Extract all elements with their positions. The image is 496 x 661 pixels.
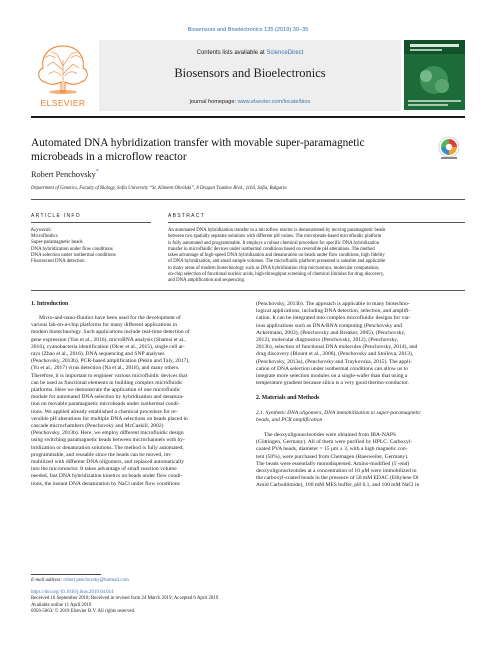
intro-line: bridization or denaturation solutions. The method is fully automated, — [31, 444, 184, 451]
intro-line: Therefore, it is important to engineer various microfluidic devices that — [31, 372, 188, 379]
crossmark-icon[interactable] — [438, 136, 460, 160]
publication-info — [31, 590, 331, 615]
abstract-end-rule — [31, 290, 465, 291]
article-info-rule — [31, 222, 151, 223]
keyword-item: Super-paramagnetic beads — [31, 240, 83, 246]
introduction-continued — [256, 301, 465, 387]
methods-line: tent (50%), were purchased from Chemagen (Baesweiler, Germany). — [256, 453, 409, 460]
corresponding-author-mark[interactable]: * — [95, 169, 99, 175]
author-affiliation: Department of Genetics, Faculty of Biology, Sofia University “St. Kliment Ohridski”, 8 Dragan Tzankov Blvd., 1164, Sofia, Bulgaria — [31, 186, 287, 191]
intro-line: cascade microchambers (Penchovsky and McCaskill, 2002) — [31, 423, 164, 430]
email-label: E-mail address: — [31, 578, 64, 583]
intro-line: can be used as functional elements in building complex microfluidic — [31, 379, 183, 386]
intro-line: (Penchovsky, 2013b), PCR-based amplification (Pekin and Taly, 2017), — [31, 358, 190, 365]
intro-line: (Yu et al., 2017) virus detection (Na et al., 2018), and many others. — [31, 365, 180, 372]
received-dates: Received 16 September 2018; Received in revised form 24 March 2019; Accepted 6 April 2019 — [31, 596, 219, 602]
email-footnote — [31, 578, 129, 583]
intro-line: into the microreactor. It takes advantage of small reaction volume — [31, 466, 177, 473]
author-name — [31, 169, 99, 179]
intro-cont-line: temperature gradient because silica is a very good thermo-conductor. — [256, 380, 409, 387]
intro-line: versible pH alterations for multiple DNA selections on beads placed in — [31, 415, 188, 422]
methods-line: The deoxyoligonucleotides were obtained from IBA-NAPS — [264, 432, 397, 438]
keywords-block — [31, 228, 141, 265]
intro-cont-line: logical applications, including DNA detection, selection, and amplifi- — [256, 308, 411, 315]
abstract-line: transfer in microfluidic devices under isothermal conditions based on reversible pH alterations. The method — [168, 246, 375, 252]
available-online: Available online 11 April 2019 — [31, 602, 92, 608]
email-link[interactable]: robert.penchovsky@hotmail.com — [63, 578, 129, 583]
intro-line: (Penchovsky, 2013b). Here, we employ different microfluidic design — [31, 430, 184, 437]
introduction-heading: 1. Introduction — [31, 301, 69, 307]
methods-line: deoxyoligonucleotides at a concentration of 10 μM were immobilized to — [256, 468, 417, 475]
subsection-heading-line: 2.1. Synthetic DNA oligomers, DNA immobilization to super-paramagnetic — [256, 410, 421, 416]
intro-line: gene expression (Yan et al., 2016), microRNA analysis (Shamsi et al., — [31, 336, 186, 343]
copyright-line: 0956-5663/ © 2019 Elsevier B.V. All rights reserved. — [31, 608, 136, 614]
intro-cont-line: drug discovery (Blount et al., 2006), (Penchovsky and Stoilova, 2013), — [256, 351, 414, 358]
homepage-link[interactable]: www.elsevier.com/locate/bios — [237, 99, 311, 105]
keywords-label: Keywords: — [31, 228, 53, 233]
abstract-heading: ABSTRACT — [168, 213, 206, 219]
contents-prefix: Contents lists available at — [196, 50, 267, 56]
methods-heading: 2. Materials and Methods — [256, 395, 320, 401]
intro-line: module for automated DNA selection by hybridization and denatura- — [31, 394, 184, 401]
keyword-item: Microfluidics — [31, 234, 58, 240]
abstract-line: An automated DNA hybridization transfer in a microflow reactor is demonstrated by moving paramagnetic beads — [168, 228, 386, 233]
sciencedirect-link[interactable]: ScienceDirect — [266, 50, 304, 56]
abstract-line: takes advantage of high-speed DNA hybridization and denaturation on beads under flow conditions, high fidelity — [168, 253, 385, 258]
elsevier-tree-logo — [31, 40, 95, 106]
methods-body — [256, 432, 465, 490]
footnote-rule — [31, 574, 101, 575]
abstract-line: between two spatially separate solutions with different pH values. The microbeads-based microfluidic platform — [168, 234, 382, 240]
intro-line: modern biotechnology. Such applications include real-time detection of — [31, 329, 190, 336]
affiliation-rule — [31, 199, 465, 200]
abstract-line: of DNA hybridization, and small sample volumes. The microfluidic platform presented is saleable and applicable — [168, 259, 386, 265]
intro-line: needed, fast DNA hybridization kinetics on beads under flow condi- — [31, 473, 183, 480]
intro-cont-line: cation of DNA selection under isothermal conditions can allow us to — [256, 365, 408, 372]
methods-line: coated PVA beads, diameter = 15 μm ± 3, with a high magnetic con- — [256, 446, 408, 453]
intro-cont-line: 2012), molecular diagnostics (Penchovsky, 2012), (Penchovsky, — [256, 337, 399, 344]
header-rule — [31, 116, 465, 118]
intro-line: Micro-and-nano-fluidics have been used for the development of — [39, 315, 181, 321]
subsection-2-1-heading — [256, 410, 465, 424]
intro-line: tions, the instant DNA denaturation by NaCl under flow conditions — [31, 480, 180, 487]
intro-line: platforms. Here we demonstrate the application of one microfluidic — [31, 387, 181, 394]
intro-cont-line: 2013b), selection of functional DNA molecules (Penchovsky, 2014), and — [256, 344, 418, 351]
intro-line: mobilized with different DNA oligomers, and replaced automatically — [31, 459, 185, 466]
journal-cover-image[interactable] — [404, 40, 465, 110]
methods-line: Amid Carbodiimide), 100 mM MES buffer, pH 6.1, and 100 mM NaCl in — [256, 482, 420, 489]
methods-line: The beads were essentially monodispersed. Amino-modified (5′-end) — [256, 460, 410, 467]
intro-cont-line: (Penchovsky, 2013a), (Penchovsky and Traykovska, 2015). The appli- — [256, 358, 412, 365]
intro-line: 2016), cyanobacteria identification (Olcer et al., 2015), single cell ar- — [31, 343, 185, 350]
intro-line: using switching paramagnetic beads between microchannels with hy- — [31, 437, 185, 444]
intro-line: programmable, and reusable since the beads can be moved, im- — [31, 451, 172, 458]
article-title-line-1: Automated DNA hybridization transfer with movable super-paramagnetic — [31, 137, 365, 149]
intro-line: various lab-on-a-chip platforms for many different applications in — [31, 322, 178, 329]
intro-cont-line: Ackermann, 2003), (Penchovsky and Breaker, 2005), (Penchovsky, — [256, 329, 406, 336]
keyword-item: Fluorescent DNA detection — [31, 259, 85, 265]
abstract-line: is fully automated and programmable. It employs a robust chemical procedure for specific DNA hybridization — [168, 240, 380, 246]
elsevier-wordmark: ELSEVIER — [40, 98, 86, 108]
abstract-line: to many areas of modern biotechnology such as DNA hybridization chip microarrays, molecular computation, — [168, 265, 380, 271]
contents-available-line — [99, 50, 401, 56]
intro-cont-line: cation. It can be integrated into complex microfluidic designs for var- — [256, 315, 411, 322]
intro-line: tion on movable paramagnetic microbeads under isothermal condi- — [31, 401, 180, 408]
methods-line: (Göttingen, Germany). All of them were purified by HPLC. Carboxyl- — [256, 439, 413, 446]
homepage-prefix: journal homepage: — [189, 99, 238, 105]
journal-homepage-line — [99, 99, 401, 105]
intro-line: tions. We applied already established a chemical procedure for re- — [31, 408, 178, 415]
doi-link[interactable]: https://doi.org/10.1016/j.bios.2019.04.014 — [31, 590, 114, 595]
methods-line: the carboxyl-coated beads in the presence of 50 mM EDAC (Ethylene Di — [256, 475, 419, 482]
subsection-heading-line: beads, and PCR amplification — [256, 417, 323, 423]
journal-title: Biosensors and Bioelectronics — [174, 66, 326, 80]
article-info-heading: ARTICLE INFO — [31, 213, 81, 219]
intro-cont-line: (Penchovsky, 2013b). The approach is applicable to many biotechno- — [256, 301, 410, 307]
abstract-rule — [168, 222, 465, 223]
keyword-item: DNA hybridization under flow conditions — [31, 246, 113, 252]
keyword-item: DNA selection under isothermal conditions — [31, 252, 116, 258]
author-name-text: Robert Penchovsky — [31, 169, 96, 179]
intro-cont-line: integrate more selection modules on a single-wafer than that using a — [256, 373, 408, 380]
abstract-line: on-chip selection of functional nucleic acids, high-throughput screening of chemical libraries for drug discovery, — [168, 271, 385, 277]
article-title-line-2: microbeads in a microflow reactor — [31, 151, 187, 163]
introduction-body — [31, 315, 243, 488]
abstract-line: and DNA amplification and sequencing. — [168, 278, 246, 283]
journal-reference[interactable]: Biosensors and Bioelectronics 135 (2019) 30–35 — [187, 27, 309, 33]
intro-line: rays (Zhao et al., 2016), DNA sequencing and SNP analyses — [31, 351, 165, 358]
intro-cont-line: ious applications such as DNA/RNA computing (Penchovsky and — [256, 322, 402, 329]
article-title — [31, 136, 411, 164]
abstract-body — [168, 228, 465, 284]
